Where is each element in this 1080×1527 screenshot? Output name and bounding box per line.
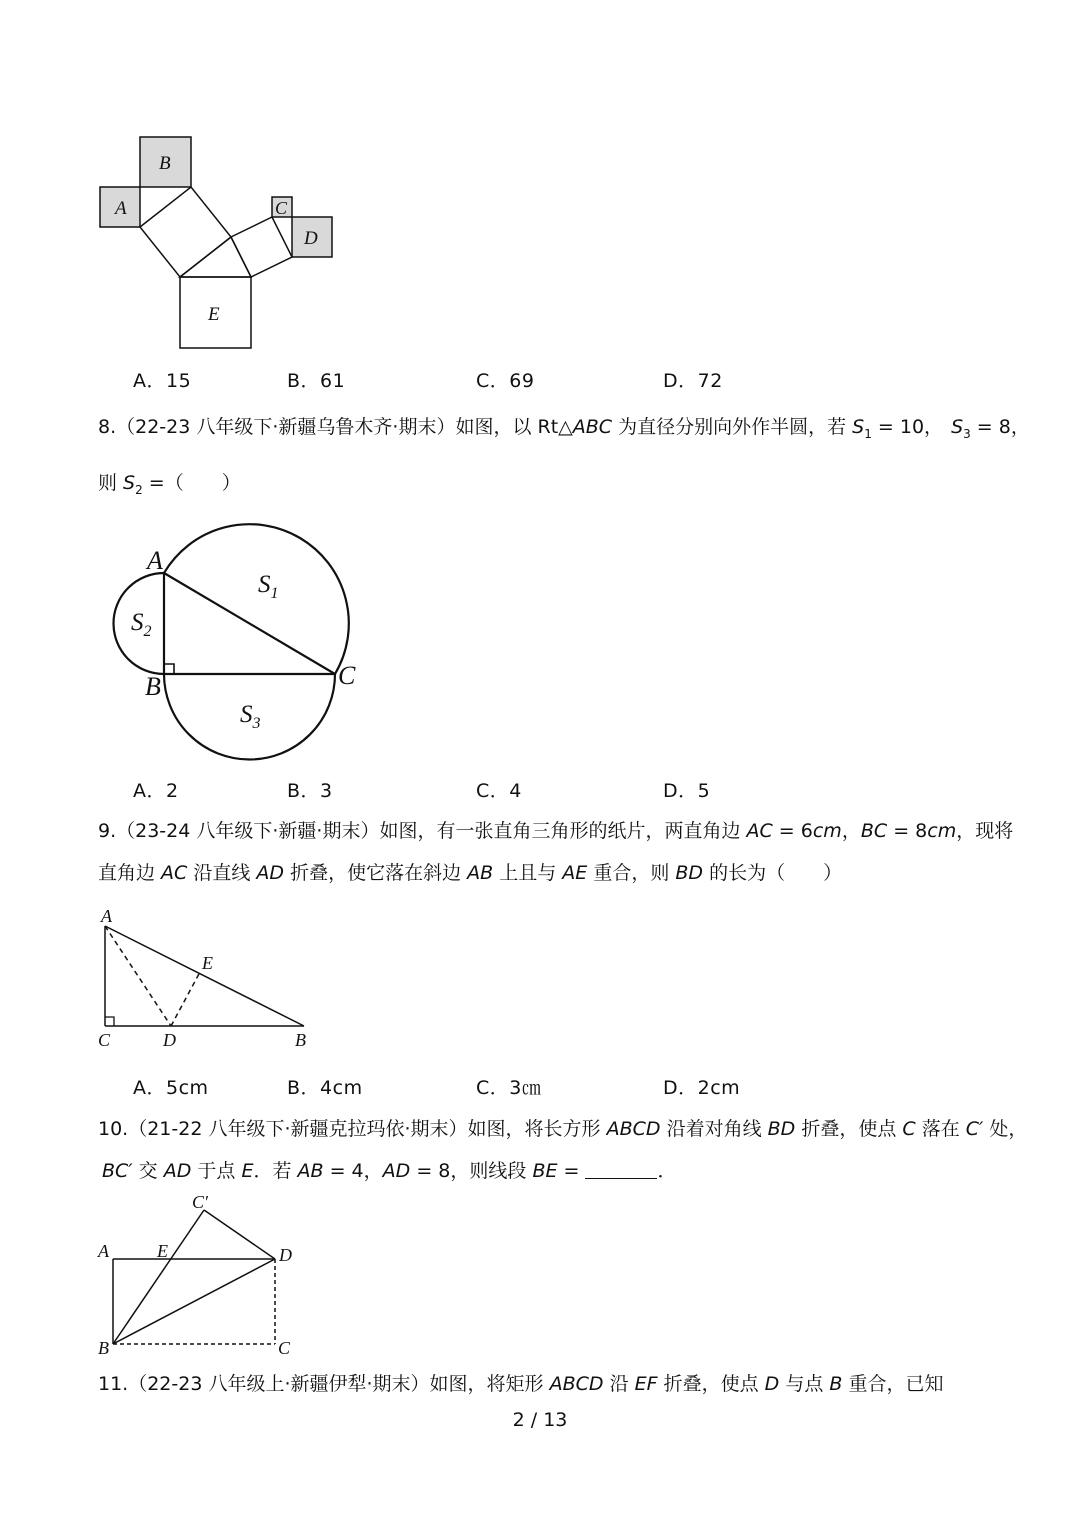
math-symbol: BE	[532, 1160, 558, 1182]
math-symbol: C′	[965, 1118, 984, 1140]
q10-label-c: C	[278, 1338, 291, 1358]
answer-blank[interactable]	[585, 1160, 657, 1179]
math-symbol: BC	[860, 820, 888, 842]
q9-label-c: C	[98, 1030, 111, 1050]
text-run: 于点	[191, 1160, 242, 1182]
label-b: B	[159, 153, 171, 174]
text-run: 直角边	[98, 862, 162, 884]
label-a: A	[115, 198, 127, 219]
text-run: = 8，则线段	[410, 1160, 533, 1182]
q7-option-b: B．61	[287, 370, 346, 392]
text-run: = 4，	[323, 1160, 383, 1182]
q7-option-d: D．72	[663, 370, 723, 392]
math-symbol: BD	[767, 1118, 796, 1140]
q10-label-b: B	[98, 1338, 109, 1358]
text-run: 交	[132, 1160, 164, 1182]
text-run: 折叠，使它落在斜边	[284, 862, 468, 884]
square-right	[231, 217, 292, 277]
text-run: = 8	[887, 820, 928, 842]
text-run: ，	[841, 820, 861, 842]
text-run: =	[557, 1160, 586, 1182]
q8-line-1: 8.（22-23 八年级下·新疆乌鲁木齐·期末）如图，以 Rt△ABC 为直径分别向外作半圆，若 $S_1 = 10$， $S_3 = 8$，	[98, 416, 1030, 441]
q8-label-a: A	[147, 546, 163, 575]
q10-figure	[95, 1188, 305, 1360]
text-run: ．若	[253, 1160, 298, 1182]
text-run: 沿	[603, 1373, 635, 1395]
q10-label-e: E	[157, 1241, 168, 1261]
math-symbol: AD	[382, 1160, 411, 1182]
math-symbol: AB	[467, 862, 494, 884]
q9-label-d: D	[163, 1030, 176, 1050]
q8-option-b: B．3	[287, 780, 333, 802]
math-symbol: AE	[562, 862, 588, 884]
math-symbol: AC	[161, 862, 188, 884]
text-run: 11.（22-23 八年级上·新疆伊犁·期末）如图，将矩形	[98, 1373, 550, 1395]
math-symbol: ABCD	[606, 1118, 661, 1140]
q8-option-c: C．4	[476, 780, 522, 802]
triangle-top	[180, 237, 251, 277]
q9-label-b: B	[295, 1030, 306, 1050]
q10-label-cp: C′	[192, 1192, 208, 1212]
text-run: 处，	[983, 1118, 1028, 1140]
q10-line-2: BC′ 交 AD 于点 E．若 AB = 4，AD = 8，则线段 BE = ．	[102, 1160, 677, 1182]
text-run: 的长为（ ）	[703, 862, 843, 884]
math-symbol: C	[902, 1118, 916, 1140]
q10-line-2-text	[102, 1160, 585, 1182]
math-symbol: AD	[163, 1160, 192, 1182]
q8-label-c: C	[338, 661, 356, 690]
q10-label-a: A	[98, 1241, 109, 1261]
text-run: 上且与	[493, 862, 563, 884]
q8-label-s1: $S_1$	[258, 571, 279, 602]
q8-option-d: D．5	[663, 780, 711, 802]
q10-label-d: D	[279, 1245, 292, 1265]
text-run: 10.（21-22 八年级下·新疆克拉玛依·期末）如图，将长方形	[98, 1118, 607, 1140]
q8-figure	[105, 518, 365, 763]
q8-line-2: 则 $S_2$ =（ ）	[98, 472, 241, 497]
q9-option-d: D．2cm	[663, 1077, 741, 1099]
math-symbol: EF	[634, 1373, 658, 1395]
text-run: 折叠，使点	[795, 1118, 903, 1140]
q7-option-c: C．69	[476, 370, 535, 392]
math-symbol: AB	[297, 1160, 324, 1182]
text-run: ，现将	[956, 820, 1014, 842]
q8-label-b: B	[145, 672, 161, 701]
label-c: C	[275, 198, 288, 218]
text-run: 9.（23-24 八年级下·新疆·期末）如图，有一张直角三角形的纸片，两直角边	[98, 820, 747, 842]
q8-label-s2: $S_2$	[131, 609, 152, 640]
q9-line-1	[98, 818, 1013, 844]
math-symbol: AC	[746, 820, 773, 842]
q9-figure	[95, 905, 320, 1055]
text-run: 沿直线	[187, 862, 257, 884]
math-symbol: cm	[812, 820, 842, 842]
square-left	[140, 187, 231, 277]
q9-label-a: A	[101, 906, 112, 926]
math-symbol: B	[829, 1373, 843, 1395]
page-number: 2 / 13	[512, 1409, 568, 1431]
text-run: = 6	[772, 820, 813, 842]
math-symbol: BC′	[102, 1160, 133, 1182]
text-run: 折叠，使点	[657, 1373, 765, 1395]
text-run: 与点	[779, 1373, 830, 1395]
q7-figure	[95, 130, 340, 355]
math-symbol: AD	[256, 862, 285, 884]
label-d: D	[304, 228, 318, 249]
q11-line-1	[98, 1371, 943, 1397]
q9-label-e: E	[202, 953, 213, 973]
text-run: 重合，已知	[842, 1373, 944, 1395]
math-symbol: cm	[927, 820, 957, 842]
text-run: 落在	[915, 1118, 966, 1140]
q9-option-b: B．4cm	[287, 1077, 363, 1099]
math-symbol: D	[764, 1373, 780, 1395]
label-e: E	[208, 304, 220, 325]
q8-option-a: A．2	[133, 780, 179, 802]
text-run: 沿着对角线	[660, 1118, 768, 1140]
q9-line-2	[98, 860, 842, 886]
text-run: 重合，则	[587, 862, 676, 884]
q10-line-1	[98, 1116, 1027, 1142]
q9-option-a: A．5cm	[133, 1077, 209, 1099]
math-symbol: E	[241, 1160, 254, 1182]
math-symbol: BD	[675, 862, 704, 884]
q7-option-a: A．15	[133, 370, 192, 392]
math-symbol: ABCD	[549, 1373, 604, 1395]
q8-label-s3: $S_3$	[240, 701, 261, 732]
q9-option-c: C．3㎝	[476, 1077, 542, 1099]
